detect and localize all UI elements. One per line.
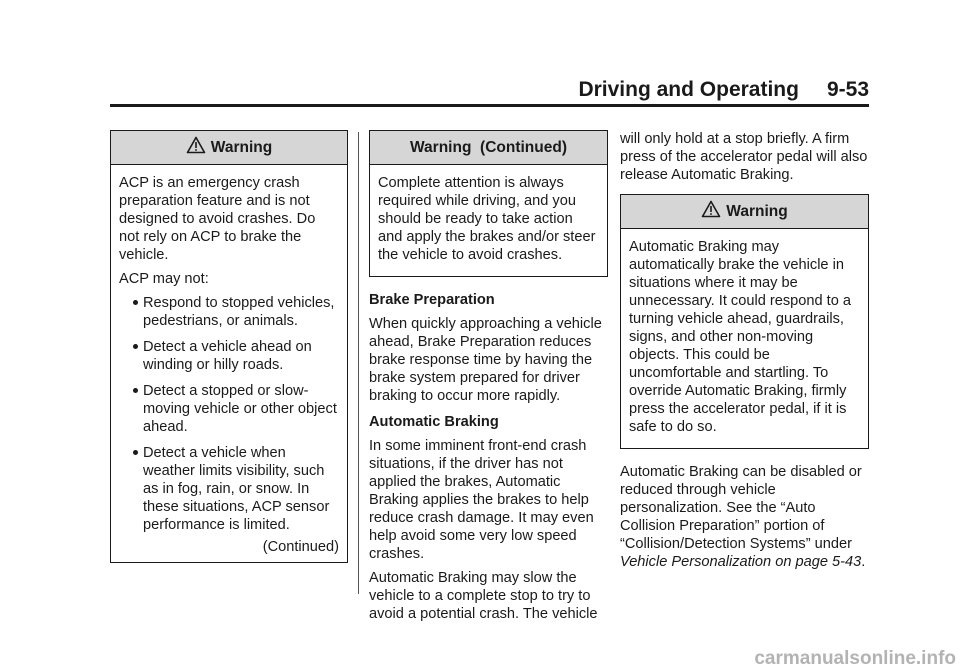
- warning-intro: ACP is an emergency crash preparation feature and is not designed to avoid crashes. Do not rely on ACP to brake the vehicle.: [119, 175, 316, 263]
- warning-body: [111, 165, 347, 562]
- bullet-item: Detect a stopped or slow-moving vehicle or other object ahead.: [119, 382, 339, 436]
- warning-bullet-list: [119, 294, 339, 534]
- bullet-item: Detect a vehicle when weather limits visibility, such as in fog, rain, or snow. In these situations, ACP sensor performance is limited.: [119, 444, 339, 534]
- page-number: 9-53: [826, 78, 869, 101]
- warning-box-automatic-braking: [620, 194, 869, 449]
- cross-reference-link[interactable]: Vehicle Personalization on page 5-43: [620, 554, 862, 570]
- column-divider: [358, 132, 359, 594]
- brake-preparation-text: When quickly approaching a vehicle ahead, Brake Preparation reduces brake response time by having the brake system prepared for driver braking to occur more rapidly.: [369, 316, 602, 404]
- page-header: [110, 78, 869, 104]
- warning-box-acp: [110, 130, 348, 563]
- warning-body: [621, 229, 868, 448]
- warning-may-not: ACP may not:: [119, 271, 209, 287]
- warning-header: [111, 131, 347, 165]
- header-rule: [110, 104, 869, 107]
- warning-triangle-icon: [701, 200, 721, 218]
- middle-column: [369, 130, 608, 629]
- brake-preparation-heading: Brake Preparation: [369, 292, 495, 308]
- left-column: [110, 130, 348, 563]
- warning-title: Warning: [726, 202, 788, 220]
- warning-title: Warning (Continued): [410, 138, 567, 156]
- bullet-item: Detect a vehicle ahead on winding or hilly roads.: [119, 338, 339, 374]
- continuation-text: will only hold at a stop briefly. A firm press of the accelerator pedal will also release Automatic Braking.: [620, 131, 868, 183]
- automatic-braking-heading: Automatic Braking: [369, 414, 499, 430]
- section-title: Driving and Operating: [578, 78, 799, 101]
- bullet-dot-icon: [133, 388, 138, 393]
- continued-label: (Continued): [262, 539, 339, 555]
- warning-body: [370, 165, 607, 276]
- bullet-item: Respond to stopped vehicles, pedestrians, or animals.: [119, 294, 339, 330]
- bullet-dot-icon: [133, 344, 138, 349]
- warning-header: [370, 131, 607, 165]
- automatic-braking-stop-text: Automatic Braking may slow the vehicle to a complete stop to try to avoid a potential crash. The vehicle: [369, 570, 598, 622]
- warning-text: Complete attention is always required while driving, and you should be ready to take action and apply the brakes and/or steer the vehicle to avoid crashes.: [378, 175, 596, 263]
- watermark: carmanualsonline.info: [754, 648, 956, 669]
- warning-text: Automatic Braking may automatically brake the vehicle in situations where it may be unnecessary. It could respond to a turning vehicle ahead, guardrails, signs, and other non-moving objects. This could be uncomfortable and startling. To override Automatic Braking, firmly press the accelerator pedal, if it is safe to do so.: [629, 239, 852, 435]
- warning-box-continued: [369, 130, 608, 277]
- warning-triangle-icon: [186, 136, 206, 154]
- disable-text: Automatic Braking can be disabled or reduced through vehicle personalization. See the “Auto Collision Preparation” portion of “Collision/Detection Systems” under Vehicle Personalization on page 5-43.: [620, 464, 866, 570]
- warning-title: Warning: [210, 138, 273, 156]
- automatic-braking-text: In some imminent front-end crash situations, if the driver has not applied the brakes, Automatic Braking applies the brakes to help reduce crash damage. It may even help avoid some very low speed crashes.: [369, 438, 594, 562]
- bullet-dot-icon: [133, 300, 138, 305]
- right-column: [620, 130, 869, 579]
- warning-header: [621, 195, 868, 229]
- bullet-dot-icon: [133, 450, 138, 455]
